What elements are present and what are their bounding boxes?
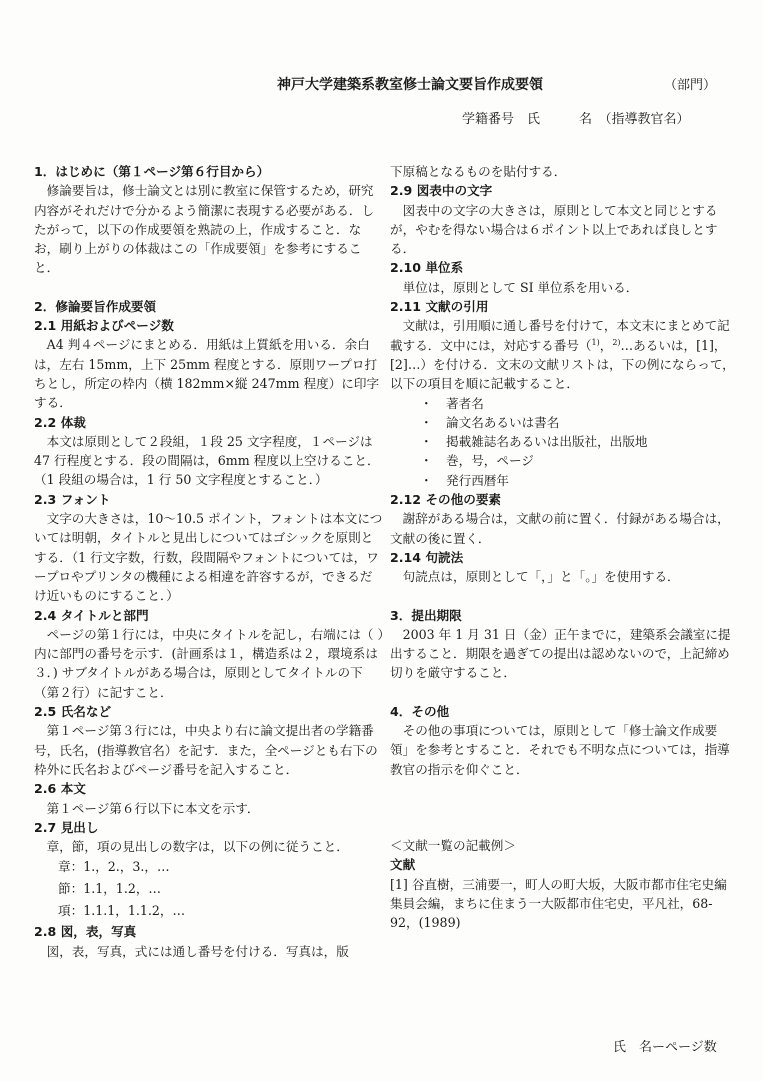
paragraph: 謝辞がある場合は，文献の前に置く．付録がある場合は，文献の後に置く． bbox=[390, 511, 730, 546]
author-byline: 学籍番号 氏 名 （指導教官名） bbox=[462, 112, 690, 127]
bullet-item bbox=[390, 394, 735, 413]
paragraph: 図表中の文字の大きさは，原則として本文と同じとするが，やむを得ない場合は６ポイント以上であれば良しとする． bbox=[390, 202, 718, 257]
bullet-mark: ・ bbox=[420, 414, 433, 430]
document-title: 神戸大学建築系教室修士論文要旨作成要領 bbox=[277, 77, 543, 93]
page-footer: 氏 名ーページ数 bbox=[613, 1040, 717, 1055]
subsection-heading: 2.4 タイトルと部門 bbox=[34, 607, 149, 623]
example-line: 項：1.1.1，1.1.2，… bbox=[58, 903, 186, 919]
bullet-text: 巻，号，ページ bbox=[446, 453, 534, 469]
left-column bbox=[34, 162, 384, 961]
bullet-mark: ・ bbox=[420, 434, 433, 450]
paragraph: 単位は，原則として SI 単位系を用いる． bbox=[402, 279, 639, 295]
paragraph: 修論要旨は，修士論文とは別に教室に保管するため，研究内容がそれだけで分かるよう簡潔に表現する必要がある．したがって，以下の作成要領を熟読の上，作成すること．なお，刷り上がりの体裁はこの「作成要領」を参考にすること． bbox=[34, 183, 375, 276]
text-span: 文献は，引用順に通し番号を付けて，本文末にまとめて記載する．文中には，対応する番号（ bbox=[390, 318, 730, 353]
text-span: …あるいは，[1]，[2]…）を付ける．文末の文献リストは，下の例にならって，以下の項目を順に記載すること． bbox=[390, 337, 735, 392]
section-heading: 3．提出期限 bbox=[390, 607, 462, 623]
text-span: ， bbox=[599, 337, 613, 353]
subsection-heading: 2.3 フォント bbox=[34, 491, 111, 507]
subsection-heading: 2.11 文献の引用 bbox=[390, 299, 489, 315]
paragraph: 第１ページ第６行以下に本文を示す． bbox=[46, 800, 260, 816]
paragraph: 図，表，写真，式には通し番号を付ける．写真は，版 bbox=[46, 943, 349, 959]
paragraph: 章，節，項の見出しの数字は，以下の例に従うこと． bbox=[46, 839, 349, 855]
example-line: 章：1.，2.，3.，… bbox=[58, 859, 170, 875]
bullet-text: 掲載雑誌名あるいは出版社，出版地 bbox=[446, 434, 648, 450]
citation-superscript: 2) bbox=[612, 337, 621, 347]
paragraph: ページの第１行には，中央にタイトルを記し，右端には（ ）内に部門の番号を示す．(計画系は１，構造系は２，環境系は３．) サブタイトルがある場合は，原則としてタイトルの下（第２行）に記すこと． bbox=[34, 626, 384, 700]
subsection-heading: 2.5 氏名など bbox=[34, 704, 112, 720]
reference-example-label: ＜文献一覧の記載例＞ bbox=[390, 837, 516, 853]
department-label: （部門） bbox=[664, 78, 717, 93]
paragraph: 文字の大きさは，10〜10.5 ポイント，フォントは本文については明朝，タイトルと見出しについてはゴシックを原則とする．（1 行文字数，行数，段間隔やフォントについては，ワープロやプリンタの機種による相違を許容するが，できるだけ近いものにすること．） bbox=[34, 511, 383, 604]
subsection-heading: 2.1 用紙およびページ数 bbox=[34, 318, 174, 334]
paragraph: その他の事項については，原則として「修士論文作成要領」を参考とすること．それでも不明な点については，指導教官の指示を仰ぐこと． bbox=[390, 723, 730, 777]
paragraph: 本文は原則として２段組，１段 25 文字程度，１ページは 47 行程度とする．段の間隔は，6mm 程度以上空けること．（1 段組の場合は，1 行 50 文字程度とすること．） bbox=[34, 433, 380, 488]
subsection-heading: 2.8 図，表，写真 bbox=[34, 924, 137, 940]
bullet-text: 発行西暦年 bbox=[446, 472, 509, 488]
bullet-item bbox=[390, 471, 735, 490]
paragraph: 2003 年 1 月 31 日（金）正午までに，建築系会議室に提出すること．期限を過ぎての提出は認めないので，上記締め切りを厳守すること． bbox=[390, 626, 731, 681]
subsection-heading: 2.12 その他の要素 bbox=[390, 492, 502, 508]
paragraph bbox=[390, 316, 735, 393]
subsection-heading: 2.9 図表中の文字 bbox=[390, 183, 493, 199]
section-heading: 1．はじめに（第１ページ第６行目から） bbox=[34, 164, 270, 179]
references-heading: 文献 bbox=[390, 857, 416, 873]
bullet-mark: ・ bbox=[420, 472, 433, 488]
paragraph: A4 判４ページにまとめる．用紙は上質紙を用いる．余白は，左右 15mm，上下 25mm 程度とする．原則ワープロ打ちとし，所定の枠内（横 182mm×縦 247mm 程度）に印字する． bbox=[34, 337, 380, 411]
subsection-heading: 2.2 体裁 bbox=[34, 414, 86, 430]
paragraph: 句読点は，原則として「，」と「。」を使用する． bbox=[402, 569, 680, 585]
bullet-text: 論文名あるいは書名 bbox=[446, 414, 560, 430]
bullet-mark: ・ bbox=[420, 395, 433, 411]
subsection-heading: 2.14 句読法 bbox=[390, 549, 464, 565]
example-line: 節：1.1，1.2，… bbox=[58, 881, 162, 897]
reference-example bbox=[390, 836, 735, 932]
paragraph: 第１ページ第３行には，中央より右に論文提出者の学籍番号，氏名，(指導教官名）を記す．また，全ページとも右下の枠外に氏名およびページ番号を記入すること． bbox=[34, 723, 378, 777]
citation-superscript: 1) bbox=[591, 337, 600, 347]
bullet-text: 著者名 bbox=[446, 395, 484, 411]
bullet-item bbox=[390, 432, 735, 451]
paragraph-continued: 下原稿となるものを貼付する． bbox=[390, 164, 567, 179]
bullet-mark: ・ bbox=[420, 453, 433, 469]
subsection-heading: 2.10 単位系 bbox=[390, 260, 464, 276]
right-column bbox=[390, 162, 735, 932]
subsection-heading: 2.6 本文 bbox=[34, 781, 86, 797]
section-heading: 4．その他 bbox=[390, 703, 450, 719]
bullet-item bbox=[390, 451, 735, 470]
subsection-heading: 2.7 見出し bbox=[34, 819, 99, 835]
reference-item: [1] 谷直樹，三浦要一，町人の町大坂，大阪市都市住宅史編集員会編，まちに住まう一大阪都市住宅史，平凡社，68-92，(1989) bbox=[390, 876, 727, 931]
section-heading: 2．修論要旨作成要領 bbox=[34, 298, 157, 314]
bullet-item bbox=[390, 413, 735, 432]
